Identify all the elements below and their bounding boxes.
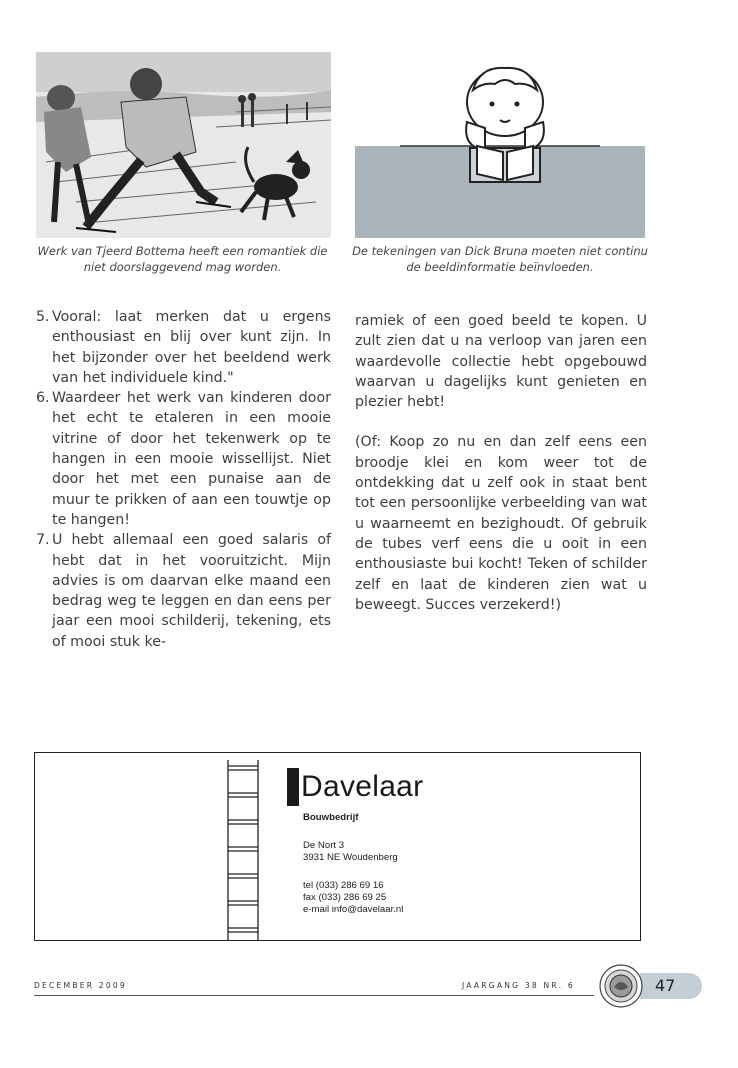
- email-address: e-mail info@davelaar.nl: [303, 904, 404, 915]
- davelaar-logo: [287, 767, 423, 807]
- fax-number: fax (033) 286 69 25: [303, 892, 387, 903]
- left-figure-caption: Werk van Tjeerd Bottema heeft een romantiek die niet doorslaggevend mag worden.: [37, 244, 328, 274]
- address-line: 3931 NE Woudenberg: [303, 852, 398, 863]
- address-line: De Nort 3: [303, 840, 345, 851]
- seal-emblem-icon: [596, 963, 646, 1009]
- page-number: 47: [655, 976, 676, 995]
- phone-number: tel (033) 286 69 16: [303, 880, 384, 891]
- ladder-graphic: [226, 756, 260, 940]
- brand-name: Davelaar: [301, 770, 424, 803]
- right-figure-caption: De tekeningen van Dick Bruna moeten niet continu de beeldinformatie beïnvloeden.: [352, 244, 648, 274]
- list-item: [36, 530, 331, 652]
- skating-illustration: [36, 52, 331, 238]
- list-item: [36, 388, 331, 530]
- left-text-column: [36, 307, 331, 652]
- list-item-number: 7.: [36, 532, 50, 549]
- list-item-text: Waardeer het werk van kinderen door het echt te etaleren in een mooie vitrine of door het tekenwerk op te hangen in een mooie wissellijst. Niet door het met een punaise aan de muur te prikken of aan een touwtje op te hangen!: [52, 390, 331, 528]
- footer-volume: JAARGANG 38 NR. 6: [462, 981, 575, 990]
- list-item-text: Vooral: laat merken dat u ergens enthousiast en blij over kunt zijn. In het bijzonder over het beeldend werk van het individuele kind.": [52, 309, 331, 386]
- reading-child-illustration: [355, 52, 645, 238]
- list-item-number: 5.: [36, 309, 50, 325]
- brand-subtitle: Bouwbedrijf: [303, 812, 359, 823]
- list-item-number: 6.: [36, 390, 50, 407]
- list-item-text: U hebt allemaal een goed salaris of hebt dat in het vooruitzicht. Mijn advies is om daarvan elke maand een bedrag weg te leggen en dan eens per jaar een mooi schilderij, tekening, ets of mooi stuk ke-: [52, 532, 331, 650]
- list-item: [36, 307, 331, 388]
- footer-date: DECEMBER 2009: [34, 981, 127, 990]
- right-text-column: [355, 311, 647, 615]
- paragraph: (Of: Koop zo nu en dan zelf eens een broodje klei en kom weer tot de ontdekking dat u zelf ook in staat bent tot een persoonlijke verbeelding van wat u waarneemt en bezighoudt. Of gebruik de tubes verf eens die u ooit in een enthousiaste bui kocht! Teken of schilder zelf en laat de kinderen zien wat u beweegt. Succes verzekerd!): [355, 434, 647, 613]
- footer-divider: [34, 995, 594, 996]
- logo-bar-graphic: [287, 768, 299, 806]
- paragraph: ramiek of een goed beeld te kopen. U zult zien dat u na verloop van jaren een waardevolle collectie hebt opgebouwd waarvan u dagelijks kunt genieten en plezier hebt!: [355, 313, 647, 411]
